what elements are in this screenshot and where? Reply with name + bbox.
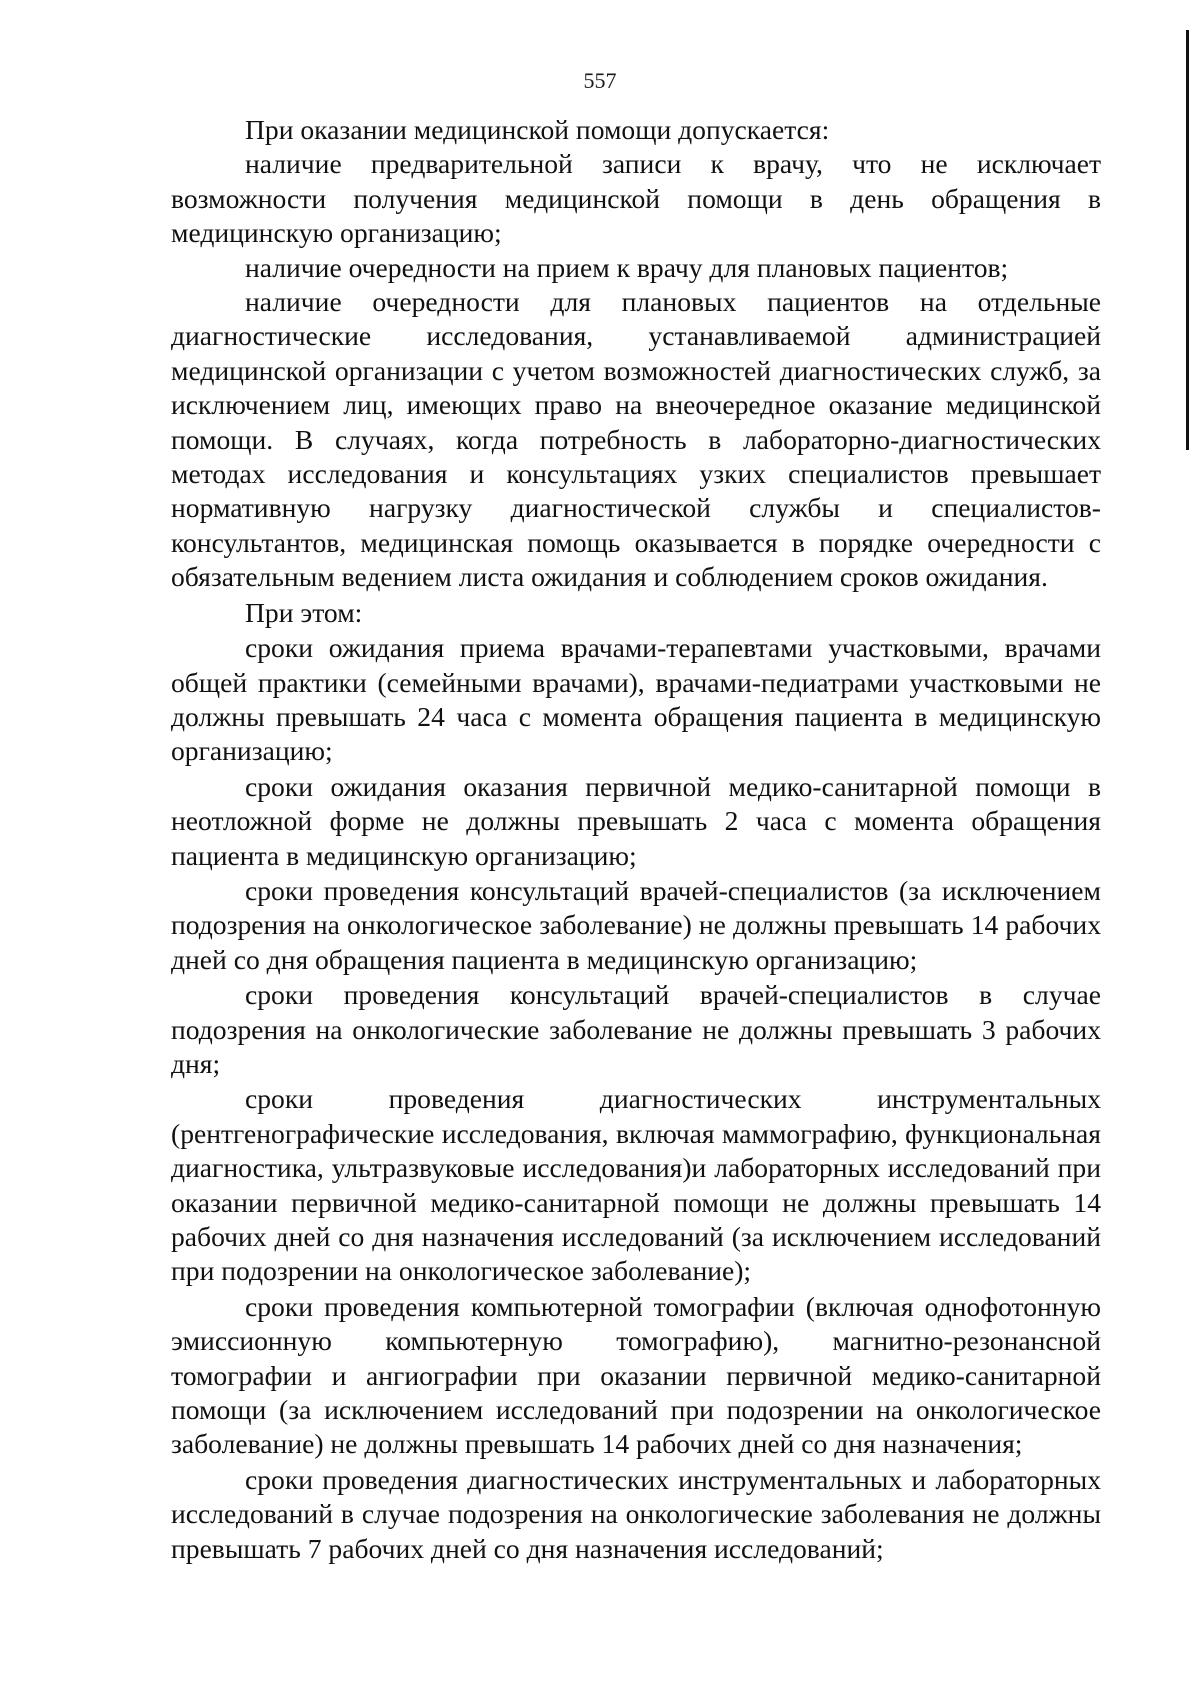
paragraph-specialist-consult-wait: сроки проведения консультаций врачей-специалистов (за исключением подозрения на онкологическое заболевание) не должны превышать 14 рабочих дней со дня обращения пациента в медицинскую организацию; (171, 874, 1101, 975)
paragraph-ct-mri-wait: сроки проведения компьютерной томографии (включая однофотонную эмиссионную компьютерную томографию), магнитно-резонансной томографии и ангиографии при оказании первичной медико-санитарной помощи (за исключением исследований при подозрении на онкологическое заболевание) не должны превышать 14 рабочих дней со дня назначения; (171, 1290, 1101, 1460)
paragraph-queue-doctor: наличие очередности на прием к врачу для плановых пациентов; (245, 251, 1009, 283)
paragraph-preliminary-appointment: наличие предварительной записи к врачу, что не исключает возможности получения медицинской помощи в день обращения в медицинскую организацию; (171, 148, 1101, 249)
paragraph-intro: При оказании медицинской помощи допускается: (245, 114, 830, 145)
page-number: 557 (583, 68, 617, 93)
document-body (171, 113, 1101, 1566)
paragraph-in-this-case: При этом: (245, 596, 363, 628)
paragraph-oncology-tests-wait: сроки проведения диагностических инструментальных и лабораторных исследований в случае подозрения на онкологические заболевания не должны превышать 7 рабочих дней со дня назначения исследований; (171, 1463, 1101, 1564)
paragraph-urgent-care-wait: сроки ожидания оказания первичной медико-санитарной помощи в неотложной форме не должны превышать 2 часа с момента обращения пациента в медицинскую организацию; (171, 770, 1101, 871)
paragraph-oncology-consult-wait: сроки проведения консультаций врачей-специалистов в случае подозрения на онкологические заболевание не должны превышать 3 рабочих дня; (171, 979, 1101, 1079)
paragraph-diagnostic-tests-wait: сроки проведения диагностических инструментальных (рентгенографические исследования, включая маммографию, функциональная диагностика, ультразвуковые исследования)и лабораторных исследований при оказании первичной медико-санитарной помощи не должны превышать 14 рабочих дней со дня назначения исследований (за исключением исследований при подозрении на онкологическое заболевание); (171, 1083, 1101, 1287)
paragraph-therapist-wait: сроки ожидания приема врачами-терапевтами участковыми, врачами общей практики (семейными врачами), врачами-педиатрами участковыми не должны превышать 24 часа с момента обращения пациента в медицинскую организацию; (171, 632, 1101, 767)
paragraph-queue-diagnostics: наличие очередности для плановых пациентов на отдельные диагностические исследования, устанавливаемой администрацией медицинской организации с учетом возможностей диагностических служб, за исключением лиц, имеющих право на внеочередное оказание медицинской помощи. В случаях, когда потребность в лабораторно-диагностических методах исследования и консультациях узких специалистов превышает нормативную нагрузку диагностической службы и специалистов-консультантов, медицинская помощь оказывается в порядке очередности с обязательным ведением листа ожидания и соблюдением сроков ожидания. (171, 286, 1101, 593)
